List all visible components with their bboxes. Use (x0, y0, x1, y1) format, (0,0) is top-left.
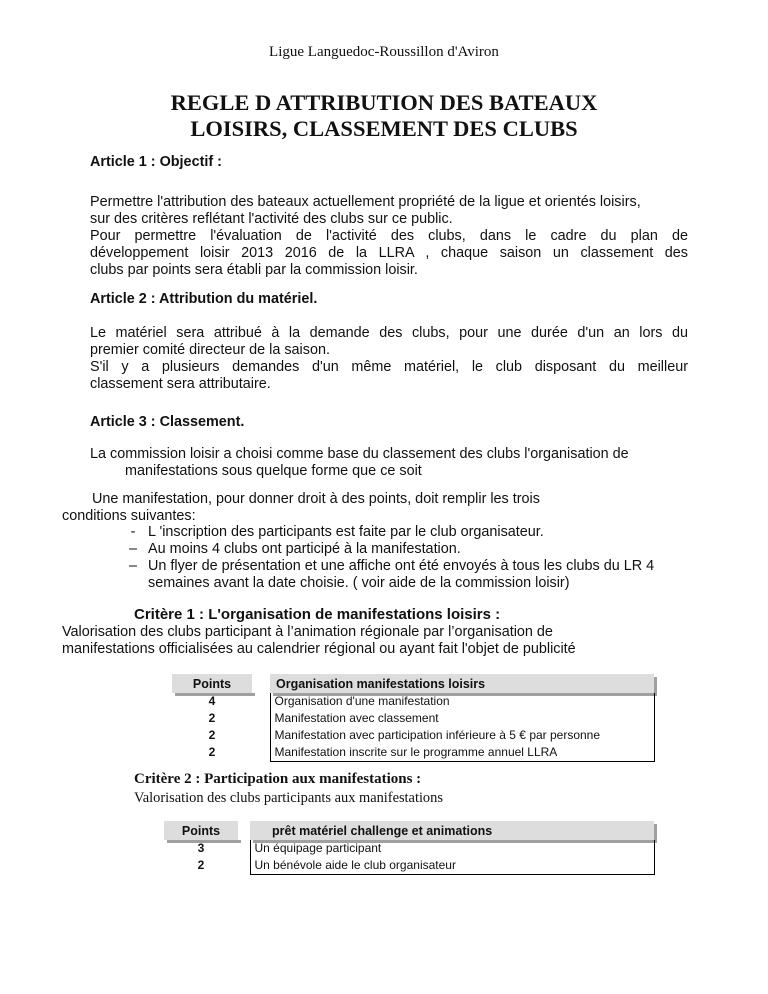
bullet: - (130, 524, 136, 540)
label-cell: Un bénévole aide le club organisateur (250, 857, 654, 875)
list-item (118, 524, 718, 541)
condition-text: Un flyer de présentation et une affiche ont été envoyés à tous les clubs du LR 4 semaines avant la date choisie. ( voir aide de la commission loisir) (148, 558, 655, 591)
document-title (0, 90, 768, 142)
points-cell: 4 (208, 694, 216, 708)
critere1-desc (62, 624, 702, 658)
article3-intro (90, 446, 710, 480)
article1-line: Permettre l'attribution des bateaux actuellement propriété de la ligue et orientés loisirs, (90, 194, 641, 210)
points-cell: 2 (208, 728, 216, 742)
title-line-1: REGLE D ATTRIBUTION DES BATEAUX (170, 90, 598, 115)
bullet: – (128, 558, 137, 574)
critere1-table (172, 674, 655, 762)
article2-line: premier comité directeur de la saison. (90, 342, 330, 358)
conditions-list (118, 524, 718, 592)
label-cell: Organisation d'une manifestation (270, 693, 654, 710)
list-item (118, 558, 718, 592)
label-cell: Un équipage participant (250, 840, 654, 857)
article1-line: clubs par points sera établi par la commission loisir. (90, 262, 418, 278)
critere2-heading: Critère 2 : Participation aux manifestations : (134, 771, 422, 787)
table-row (172, 693, 654, 710)
article1-line: Pour permettre l'évaluation de l'activité des clubs, dans le cadre du plan de (90, 228, 688, 244)
critere2-desc: Valorisation des clubs participants aux manifestations (134, 790, 443, 806)
article2-body (90, 325, 688, 393)
category-header: Organisation manifestations loisirs (270, 674, 654, 693)
label-cell: Manifestation avec participation inférieure à 5 € par personne (270, 727, 654, 744)
critere1-heading: Critère 1 : L'organisation de manifestations loisirs : (134, 606, 501, 623)
label-cell: Manifestation inscrite sur le programme annuel LLRA (270, 744, 654, 762)
condition-text: Au moins 4 clubs ont participé à la manifestation. (148, 541, 461, 557)
table-row (172, 710, 654, 727)
table-row (172, 727, 654, 744)
label-cell: Manifestation avec classement (270, 710, 654, 727)
article3-intro-line: La commission loisir a choisi comme base du classement des clubs l'organisation de (90, 446, 629, 462)
article2-line: Le matériel sera attribué à la demande des clubs, pour une durée d'un an lors du (90, 325, 688, 341)
article1-body (90, 194, 688, 279)
league-header: Ligue Languedoc-Roussillon d'Aviron (269, 44, 499, 60)
bullet: – (128, 541, 137, 557)
critere1-desc-line: Valorisation des clubs participant à l’animation régionale par l’organisation de (62, 624, 553, 640)
critere2-table-wrap (164, 821, 655, 875)
article3-intro-line: manifestations sous quelque forme que ce soit (125, 463, 422, 479)
table-row (164, 840, 654, 857)
points-header: Points (164, 821, 238, 840)
critere1-desc-line: manifestations officialisées au calendrier régional ou ayant fait l'objet de publicité (62, 641, 576, 657)
table-row (164, 857, 654, 875)
table-row (172, 744, 654, 762)
points-cell: 2 (208, 711, 216, 725)
article3-heading: Article 3 : Classement. (90, 414, 245, 430)
category-header: prêt matériel challenge et animations (250, 821, 654, 840)
critere1-table-wrap (172, 674, 655, 762)
article2-line: classement sera attributaire. (90, 376, 271, 392)
title-line-2: LOISIRS, CLASSEMENT DES CLUBS (190, 116, 578, 141)
article2-heading: Article 2 : Attribution du matériel. (90, 291, 318, 307)
conditions-intro (62, 491, 702, 525)
article1-heading: Article 1 : Objectif : (90, 154, 222, 170)
article1-line: développement loisir 2013 2016 de la LLRA , chaque saison un classement des (90, 245, 688, 261)
article2-line: S'il y a plusieurs demandes d'un même matériel, le club disposant du meilleur (90, 359, 688, 375)
conditions-intro-line: conditions suivantes: (62, 508, 196, 524)
critere2-table (164, 821, 655, 875)
points-cell: 2 (197, 858, 205, 873)
points-cell: 2 (208, 745, 216, 760)
list-item (118, 541, 718, 558)
conditions-intro-line: Une manifestation, pour donner droit à des points, doit remplir les trois (92, 491, 540, 507)
points-cell: 3 (197, 841, 205, 855)
article1-line: sur des critères reflétant l'activité des clubs sur ce public. (90, 211, 453, 227)
condition-text: L 'inscription des participants est faite par le club organisateur. (148, 524, 544, 540)
points-header: Points (172, 674, 252, 693)
